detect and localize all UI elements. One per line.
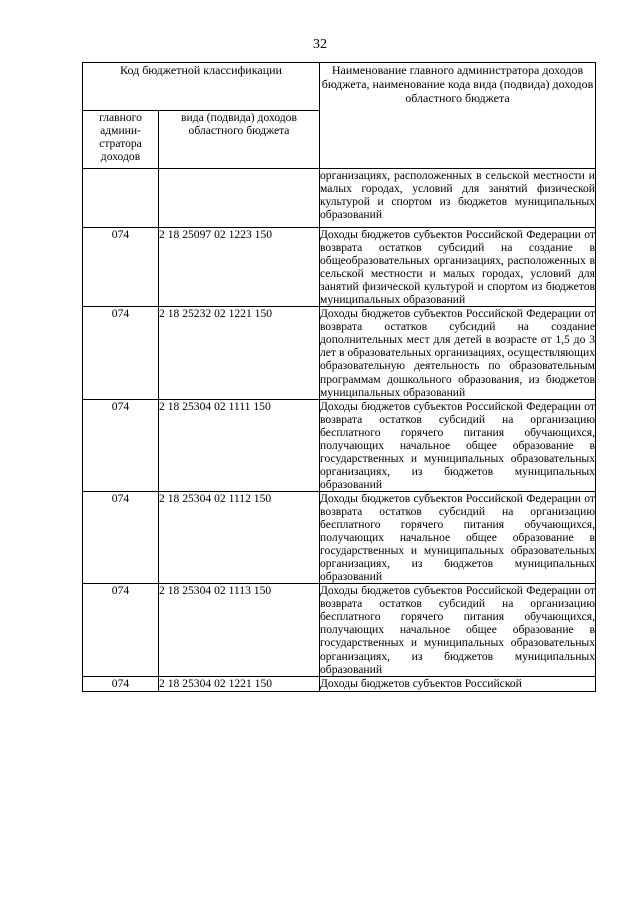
- income-name-cell: Доходы бюджетов субъектов Российской: [320, 676, 596, 691]
- table-row: [83, 399, 596, 491]
- admin-code-cell: [83, 169, 159, 228]
- admin-code-cell: 074: [83, 307, 159, 399]
- table-row: [83, 307, 596, 399]
- income-code-cell: 2 18 25232 02 1221 150: [159, 307, 320, 399]
- admin-code-cell: 074: [83, 228, 159, 307]
- income-name-cell: Доходы бюджетов субъектов Российской Федерации от возврата остатков субсидий на создание в общеобразовательных организациях, расположенных в сельской местности и малых городах, условий для занятий физической культурой и спортом из бюджетов муниципальных образований: [320, 228, 595, 307]
- page-number: 32: [313, 37, 327, 52]
- income-code-cell: 2 18 25097 02 1223 150: [159, 228, 320, 307]
- income-code-cell: 2 18 25304 02 1111 150: [159, 399, 320, 491]
- income-code-cell: 2 18 25304 02 1113 150: [159, 584, 320, 676]
- table-row: [83, 584, 596, 676]
- admin-code-cell: 074: [83, 584, 159, 676]
- income-name-cell: Доходы бюджетов субъектов Российской Федерации от возврата остатков субсидий на организацию бесплатного горячего питания обучающихся, получающих начальное общее образование в государственных и муниципальных образовательных организациях, из бюджетов муниципальных образований: [320, 584, 595, 676]
- table-row: [83, 676, 596, 691]
- header-budget-classification-code: Код бюджетной классификации: [83, 63, 320, 111]
- income-code-cell: [159, 169, 320, 228]
- admin-code-cell: 074: [83, 676, 159, 691]
- header-main-administrator: главного админи-стратора доходов: [83, 111, 159, 169]
- income-code-cell: 2 18 25304 02 1112 150: [159, 491, 320, 583]
- admin-code-cell: 074: [83, 399, 159, 491]
- table-row: [83, 491, 596, 583]
- admin-code-cell: 074: [83, 491, 159, 583]
- income-code-cell: 2 18 25304 02 1221 150: [159, 676, 320, 691]
- income-name-cell: Доходы бюджетов субъектов Российской Федерации от возврата остатков субсидий на организацию бесплатного горячего питания обучающихся, получающих начальное общее образование в государственных и муниципальных образовательных организациях, из бюджетов муниципальных образований: [320, 491, 595, 584]
- header-income-type-code: вида (подвида) доходов областного бюджета: [159, 111, 320, 169]
- income-name-cell: Доходы бюджетов субъектов Российской Федерации от возврата остатков субсидий на организацию бесплатного горячего питания обучающихся, получающих начальное общее образование в государственных и муниципальных образовательных организациях, из бюджетов муниципальных образований: [320, 399, 595, 491]
- income-name-cell: Доходы бюджетов субъектов Российской Федерации от возврата остатков субсидий на создание дополнительных мест для детей в возрасте от 1,5 до 3 лет в образовательных организациях, осуществляющих образовательную деятельность по образовательным программам дошкольного образования, из бюджетов муниципальных образований: [320, 307, 595, 399]
- header-administrator-name: Наименование главного администратора доходов бюджета, наименование кода вида (подвида) доходов областного бюджета: [320, 63, 596, 169]
- table-row: [83, 228, 596, 307]
- budget-classification-table: [82, 62, 596, 692]
- income-name-cell: организациях, расположенных в сельской местности и малых городах, условий для занятий физической культурой и спортом из бюджетов муниципальных образований: [320, 169, 596, 228]
- table-row: [83, 169, 596, 228]
